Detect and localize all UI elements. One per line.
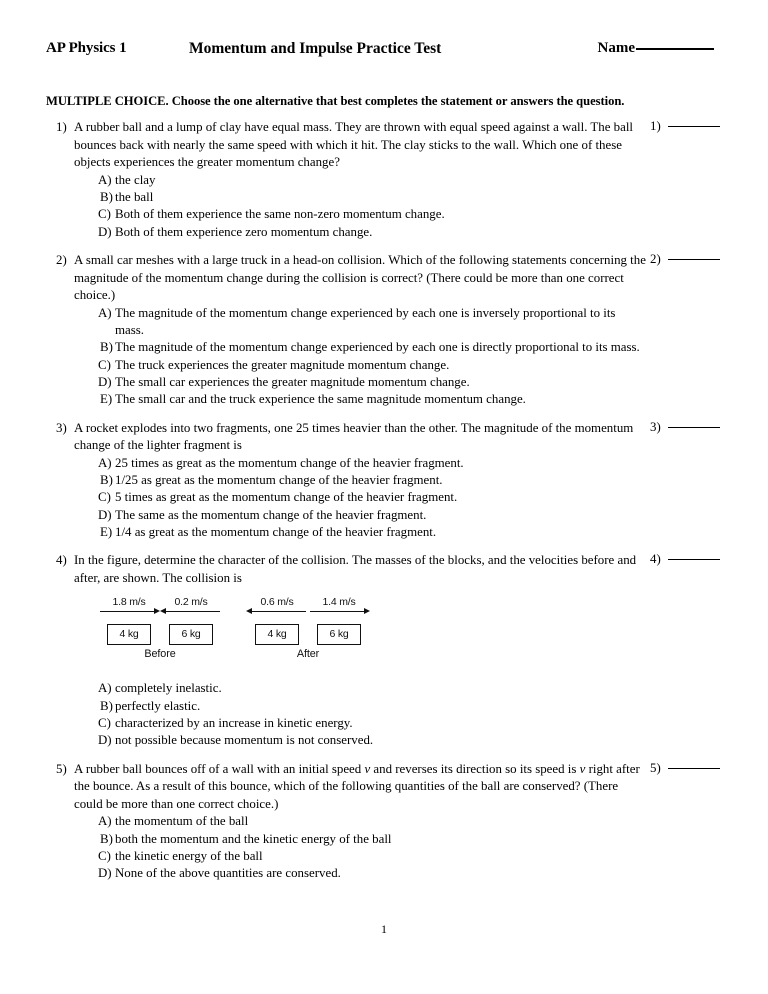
question-body <box>46 252 646 409</box>
question-number: 1) <box>56 120 67 134</box>
velocity-label: 1.4 m/s <box>322 596 356 609</box>
option-item[interactable] <box>98 206 646 223</box>
answer-blank-line[interactable] <box>668 259 720 260</box>
arrow-head <box>364 608 370 614</box>
answer-blank-line[interactable] <box>668 126 720 127</box>
option-item[interactable] <box>98 489 646 506</box>
variable-symbol: v <box>579 761 586 776</box>
option-letter: A) <box>98 305 112 320</box>
option-letter: C) <box>98 357 111 372</box>
option-item[interactable] <box>98 224 646 241</box>
mass-block: 6 kg <box>169 624 213 645</box>
option-list <box>46 455 646 541</box>
question-stem <box>46 119 646 172</box>
option-text: the kinetic energy of the ball <box>115 848 263 863</box>
option-letter: A) <box>98 681 112 696</box>
question-stem <box>46 252 646 305</box>
option-letter: B) <box>100 698 113 713</box>
instruction-text: MULTIPLE CHOICE. Choose the one alternative that best completes the statement or answers the question. <box>46 94 625 108</box>
mass-block: 4 kg <box>255 624 299 645</box>
option-text: completely inelastic. <box>115 681 222 696</box>
option-letter: A) <box>98 172 112 187</box>
arrow-shaft <box>248 611 306 612</box>
arrow-right-icon <box>308 609 370 618</box>
question-stem <box>46 761 646 814</box>
answer-blank-slot[interactable] <box>650 252 736 267</box>
stem-text-run: A rubber ball bounces off of a wall with an initial speed <box>74 761 365 776</box>
option-letter: D) <box>98 224 112 239</box>
question-body <box>46 761 646 883</box>
stem-text-run: right after the bounce. As a result of this bounce, which of the following quantities of the ball are conserved? (There could be more than one correct choice.) <box>74 761 640 811</box>
question-body <box>46 420 646 542</box>
figure-caption-after: After <box>296 648 320 661</box>
option-letter: C) <box>98 715 111 730</box>
option-letter: E) <box>100 524 113 539</box>
answer-blank-slot[interactable] <box>650 761 736 776</box>
velocity-vector-group <box>98 596 160 618</box>
option-letter: D) <box>98 374 112 389</box>
option-item[interactable] <box>98 305 646 340</box>
option-text: the momentum of the ball <box>115 814 249 829</box>
question-body <box>46 119 646 241</box>
option-item[interactable] <box>98 732 646 749</box>
answer-blank-slot[interactable] <box>650 552 736 567</box>
option-item[interactable] <box>98 848 646 865</box>
option-text: The truck experiences the greater magnitude momentum change. <box>115 357 450 372</box>
document-header <box>46 40 722 70</box>
option-item[interactable] <box>98 339 646 356</box>
option-text: 1/25 as great as the momentum change of the heavier fragment. <box>115 473 443 488</box>
variable-symbol: v <box>364 761 371 776</box>
arrow-left-icon <box>246 609 308 618</box>
option-item[interactable] <box>98 172 646 189</box>
option-item[interactable] <box>98 865 646 882</box>
option-text: the clay <box>115 172 156 187</box>
velocity-label: 0.6 m/s <box>260 596 294 609</box>
arrow-shaft <box>162 611 220 612</box>
answer-number: 1) <box>650 119 661 133</box>
option-text: perfectly elastic. <box>115 698 201 713</box>
option-item[interactable] <box>98 813 646 830</box>
option-letter: D) <box>98 866 112 881</box>
option-text: characterized by an increase in kinetic energy. <box>115 715 353 730</box>
questions-list <box>46 119 736 894</box>
answer-number: 4) <box>650 552 661 567</box>
option-item[interactable] <box>98 831 646 848</box>
velocity-vector-group <box>246 596 308 618</box>
question-item <box>46 552 736 749</box>
option-letter: A) <box>98 814 112 829</box>
option-item[interactable] <box>98 374 646 391</box>
option-item[interactable] <box>98 507 646 524</box>
option-text: not possible because momentum is not conserved. <box>115 733 374 748</box>
option-item[interactable] <box>98 715 646 732</box>
option-text: The same as the momentum change of the heavier fragment. <box>115 507 427 522</box>
stem-text: In the figure, determine the character of the collision. The masses of the blocks, and the velocities before and after, are shown. The collision is <box>74 553 637 585</box>
answer-blank-slot[interactable] <box>650 119 736 134</box>
name-field-group <box>598 40 715 57</box>
figure-canvas <box>98 596 398 674</box>
option-item[interactable] <box>98 680 646 697</box>
mass-block: 6 kg <box>317 624 361 645</box>
name-label: Name <box>597 40 635 56</box>
question-number: 5) <box>56 761 67 776</box>
stem-text-run: and reverses its direction so its speed is <box>370 761 580 776</box>
page-footer <box>0 922 768 937</box>
question-number: 2) <box>56 252 67 267</box>
option-text: the ball <box>115 190 154 205</box>
question-stem <box>46 552 646 587</box>
option-text: both the momentum and the kinetic energy of the ball <box>115 831 392 846</box>
option-text: Both of them experience zero momentum change. <box>115 224 373 239</box>
option-letter: B) <box>100 190 113 205</box>
option-list <box>46 813 646 882</box>
option-text: 25 times as great as the momentum change of the heavier fragment. <box>115 455 464 470</box>
question-item <box>46 420 736 542</box>
option-letter: B) <box>100 473 113 488</box>
option-letter: E) <box>100 392 113 407</box>
option-list <box>46 680 646 749</box>
option-letter: B) <box>100 831 113 846</box>
option-letter: C) <box>98 848 111 863</box>
option-list <box>46 172 646 241</box>
answer-blank-line[interactable] <box>668 427 720 428</box>
option-text: None of the above quantities are conserved. <box>115 866 341 881</box>
option-letter: C) <box>98 207 111 222</box>
option-text: 1/4 as great as the momentum change of the heavier fragment. <box>115 524 437 539</box>
arrow-right-icon <box>98 609 160 618</box>
stem-text: A rubber ball and a lump of clay have equal mass. They are thrown with equal speed against a wall. The ball bounces back with nearly the same speed with which it hit. The clay sticks to the wall. Which one of these objects experiences the greater momentum change? <box>74 120 634 170</box>
option-text: The magnitude of the momentum change experienced by each one is directly proportional to its mass. <box>115 340 640 355</box>
answer-blank-line[interactable] <box>668 768 720 769</box>
option-item[interactable] <box>98 698 646 715</box>
option-letter: B) <box>100 340 113 355</box>
question-item <box>46 252 736 409</box>
velocity-vector-group <box>160 596 222 618</box>
collision-figure <box>46 596 646 674</box>
question-number: 4) <box>56 553 67 568</box>
option-letter: D) <box>98 733 112 748</box>
velocity-label: 0.2 m/s <box>174 596 208 609</box>
page-number: 1 <box>381 922 387 936</box>
option-text: Both of them experience the same non-zero momentum change. <box>115 207 445 222</box>
arrow-head <box>160 608 166 614</box>
arrow-left-icon <box>160 609 222 618</box>
course-title: AP Physics 1 <box>46 40 127 56</box>
question-item <box>46 761 736 883</box>
option-item[interactable] <box>98 455 646 472</box>
velocity-label: 1.8 m/s <box>112 596 146 609</box>
question-number: 3) <box>56 420 67 435</box>
answer-number: 2) <box>650 251 661 266</box>
arrow-shaft <box>100 611 158 612</box>
option-item[interactable] <box>98 472 646 489</box>
answer-blank-slot[interactable] <box>650 420 736 435</box>
option-letter: C) <box>98 490 111 505</box>
option-text: The magnitude of the momentum change experienced by each one is inversely proportional to its mass. <box>115 305 616 338</box>
name-blank[interactable] <box>636 48 714 50</box>
option-item[interactable] <box>98 524 646 541</box>
option-text: 5 times as great as the momentum change of the heavier fragment. <box>115 490 458 505</box>
answer-blank-line[interactable] <box>668 559 720 560</box>
option-list <box>46 305 646 409</box>
question-body <box>46 552 646 749</box>
question-stem <box>46 420 646 455</box>
figure-caption-before: Before <box>144 648 176 661</box>
option-item[interactable] <box>98 357 646 374</box>
arrow-head <box>246 608 252 614</box>
option-letter: A) <box>98 455 112 470</box>
question-item <box>46 119 736 241</box>
velocity-vector-group <box>308 596 370 618</box>
arrow-shaft <box>310 611 368 612</box>
option-text: The small car experiences the greater magnitude momentum change. <box>115 374 470 389</box>
answer-number: 5) <box>650 760 661 775</box>
mass-block: 4 kg <box>107 624 151 645</box>
answer-number: 3) <box>650 419 661 434</box>
stem-text: A rocket explodes into two fragments, one 25 times heavier than the other. The magnitude of the momentum change of the lighter fragment is <box>74 420 634 453</box>
option-text: The small car and the truck experience the same magnitude momentum change. <box>115 392 526 407</box>
page-title: Momentum and Impulse Practice Test <box>189 40 442 57</box>
option-item[interactable] <box>98 189 646 206</box>
stem-text: A small car meshes with a large truck in a head-on collision. Which of the following statements concerning the magnitude of the momentum change during the collision is correct? (There could be more than one correct choice.) <box>74 252 646 303</box>
option-item[interactable] <box>98 391 646 408</box>
option-letter: D) <box>98 507 112 522</box>
